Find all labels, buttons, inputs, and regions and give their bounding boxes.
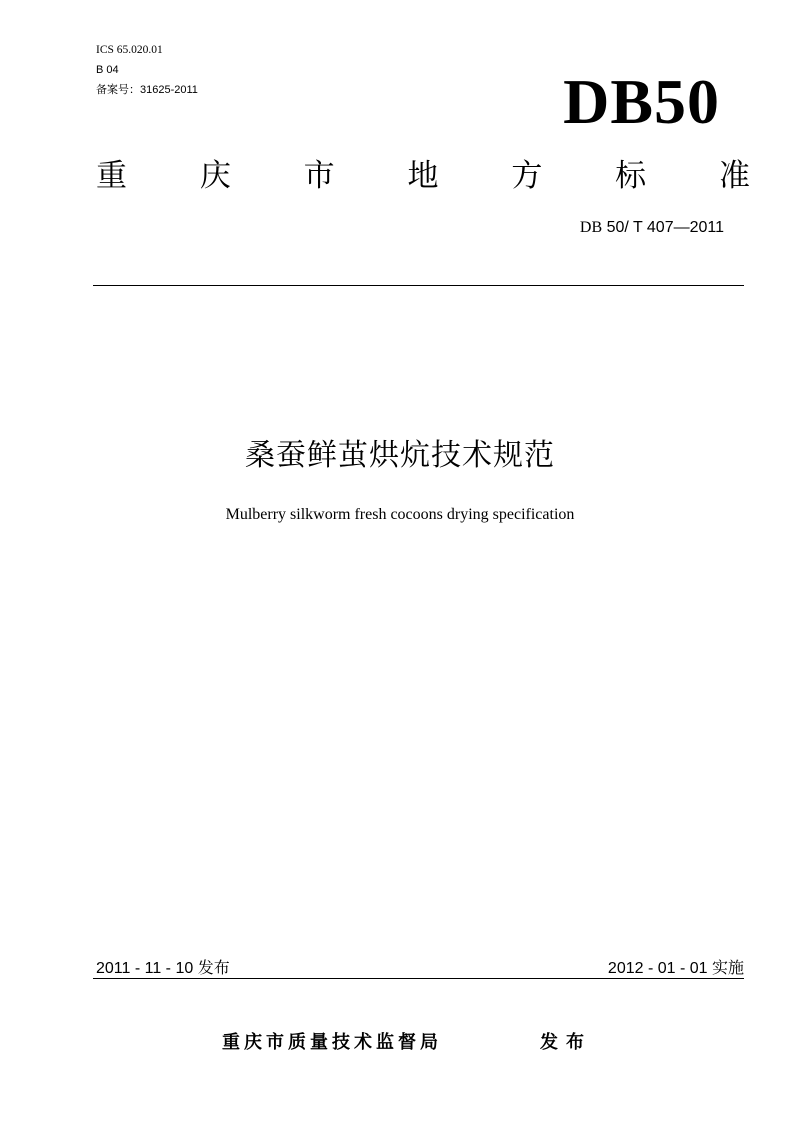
standard-number-rest: 50/ T 407—2011: [602, 219, 724, 236]
publish-verb: 发布: [540, 1032, 592, 1053]
implementation-date: 2012 - 01 - 01 实施: [607, 960, 744, 977]
standard-type-char: 准: [718, 158, 750, 194]
standard-type-char: 庆: [199, 158, 231, 194]
standard-type-char: 重: [96, 158, 127, 194]
standard-type-char: 地: [407, 158, 439, 194]
standard-number-prefix: DB: [579, 219, 603, 236]
standard-type-char: 方: [511, 158, 543, 194]
document-title-chinese: 桑蚕鲜茧烘炕技术规范: [245, 438, 555, 473]
issue-date: 2011 - 11 - 10 发布: [96, 960, 230, 977]
header-divider: [93, 285, 744, 286]
document-title-english: Mulberry silkworm fresh cocoons drying specification: [225, 506, 575, 523]
record-number: 备案号：31625-2011: [96, 84, 198, 96]
standard-number: [580, 216, 724, 239]
standard-type-char: 市: [303, 158, 335, 194]
ccs-code: B 04: [96, 64, 119, 76]
standard-code-logo: DB50: [563, 66, 720, 137]
footer-divider: [93, 978, 744, 979]
classification-block: [96, 40, 198, 100]
publisher-name: 重庆市质量技术监督局: [222, 1032, 442, 1053]
standard-type-char: 标: [615, 158, 647, 194]
ics-code: ICS 65.020.01: [96, 44, 163, 56]
standard-type-heading: [96, 155, 750, 197]
